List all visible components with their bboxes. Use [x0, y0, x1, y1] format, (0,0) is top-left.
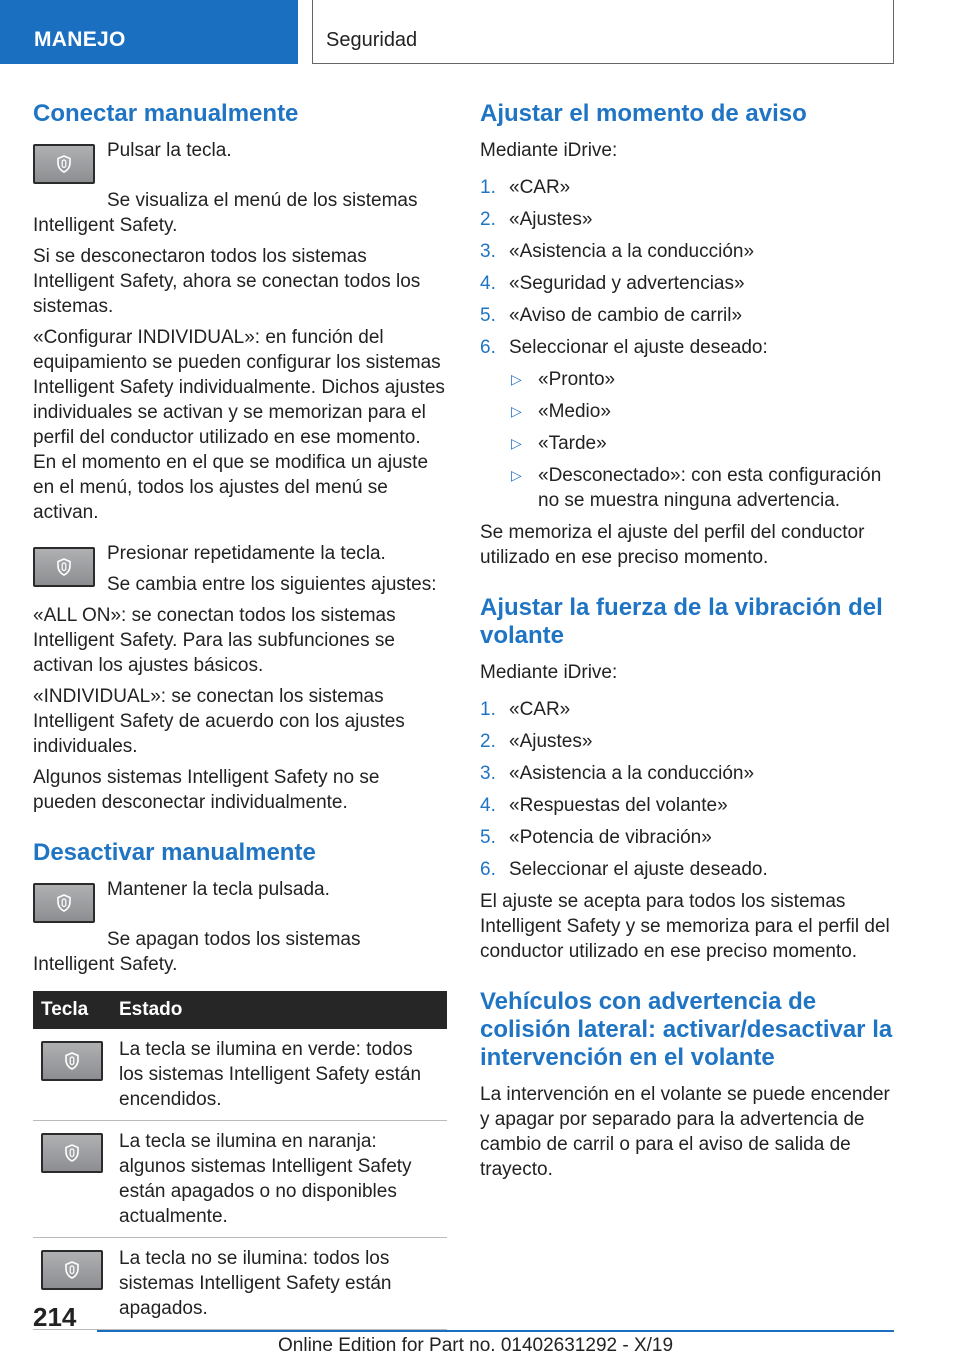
subsection-title: Seguridad — [326, 29, 418, 51]
list-item: 5. «Aviso de cambio de carril» — [480, 305, 743, 326]
repeat-text-3: Algunos sistemas Intelligent Safety no se pueden desconectar individualmente. — [33, 767, 380, 813]
list-item: ▷ «Pronto» — [511, 369, 616, 390]
list-item: 1. «CAR» — [480, 177, 571, 198]
triangle-bullet-icon: ▷ — [511, 371, 522, 387]
repeat-result: Se cambia entre los siguientes ajustes: — [107, 574, 437, 595]
table-header-key: Tecla — [33, 991, 111, 1029]
list-item: ▷ «Tarde» — [511, 433, 607, 454]
list-item: 2. «Ajustes» — [480, 209, 593, 230]
section-title: MANEJO — [34, 28, 126, 51]
section-tab — [0, 0, 298, 64]
connect-key-block — [33, 138, 447, 188]
list-item: 4. «Respuestas del volante» — [480, 795, 728, 816]
footer-edition: Online Edition for Part no. 01402631292 - X/19 — [278, 1335, 674, 1356]
heading-disconnect: Desactivar manualmente — [33, 839, 316, 866]
side-collision-text: La intervención en el volante se puede encender y apagar por separado para la advertencia de cambio de carril o para el aviso de salida de trayecto. — [480, 1084, 890, 1180]
key-status-table — [33, 991, 447, 1330]
disconnect-key-block — [33, 877, 447, 927]
list-item: ▷ «Desconectado»: con esta configuración no se muestra ninguna advertencia. — [511, 465, 882, 511]
repeat-text-1: «ALL ON»: se conectan todos los sistemas Intelligent Safety. Para las subfunciones se activan los ajustes básicos. — [33, 605, 396, 676]
intelligent-safety-key-icon — [33, 547, 95, 587]
vibration-intro: Mediante iDrive: — [480, 662, 618, 683]
table-row — [33, 1121, 447, 1238]
vibration-note: El ajuste se acepta para todos los sistemas Intelligent Safety y se memoriza para el perfil del conductor utilizado en ese preciso momento. — [480, 891, 890, 962]
triangle-bullet-icon: ▷ — [511, 403, 522, 419]
left-column — [33, 100, 447, 1330]
heading-connect: Conectar manualmente — [33, 100, 299, 127]
intelligent-safety-key-icon — [33, 144, 95, 184]
connect-text-3: «Configurar INDIVIDUAL»: en función del equipamiento se pueden configurar los sistemas Intelligent Safety individualmente. Dichos ajustes individuales se activan y se memorizan para el perfil del conductor utilizado en ese momento. En el momento en el que se modifica un ajuste en el menú, todos los ajustes del menú se activan. — [33, 327, 445, 523]
repeat-text-2: «INDIVIDUAL»: se conectan los sistemas Intelligent Safety de acuerdo con los ajustes individuales. — [33, 686, 405, 757]
triangle-bullet-icon: ▷ — [511, 435, 522, 451]
list-item: ▷ «Medio» — [511, 401, 611, 422]
connect-text-2: Si se desconectaron todos los sistemas Intelligent Safety, ahora se conectan todos los sistemas. — [33, 246, 421, 317]
disconnect-step: Mantener la tecla pulsada. — [107, 879, 330, 900]
intelligent-safety-key-icon — [41, 1041, 103, 1081]
heading-side-collision: Vehículos con advertencia de colisión lateral: activar/desactivar la intervención en el volante — [480, 988, 893, 1071]
table-row — [33, 1029, 447, 1121]
list-item: 6. Seleccionar el ajuste deseado: — [480, 337, 768, 358]
list-item: 3. «Asistencia a la conducción» — [480, 241, 755, 262]
warning-steps-list — [480, 175, 894, 360]
warning-note: Se memoriza el ajuste del perfil del conductor utilizado en ese preciso momento. — [480, 522, 865, 568]
triangle-bullet-icon: ▷ — [511, 467, 522, 483]
footer-divider — [97, 1330, 894, 1332]
list-item: 4. «Seguridad y advertencias» — [480, 273, 745, 294]
disconnect-text: Se apagan todos los sistemas Intelligent Safety. — [33, 929, 361, 975]
intelligent-safety-key-icon — [33, 883, 95, 923]
repeat-key-block — [33, 541, 447, 597]
heading-warning-time: Ajustar el momento de aviso — [480, 100, 807, 127]
list-item: 2. «Ajustes» — [480, 731, 593, 752]
repeat-step: Presionar repetidamente la tecla. — [107, 543, 386, 564]
right-column — [480, 100, 894, 1188]
vibration-steps-list — [480, 697, 894, 882]
table-cell-status: La tecla no se ilumina: todos los sistemas Intelligent Safety están apagados. — [111, 1238, 447, 1330]
heading-vibration: Ajustar la fuerza de la vibración del volante — [480, 594, 883, 649]
warning-intro: Mediante iDrive: — [480, 140, 618, 161]
table-row — [33, 1238, 447, 1330]
list-item: 1. «CAR» — [480, 699, 571, 720]
list-item: 3. «Asistencia a la conducción» — [480, 763, 755, 784]
list-item: 5. «Potencia de vibración» — [480, 827, 712, 848]
subsection-tab — [312, 0, 894, 64]
connect-text-1: Se visualiza el menú de los sistemas Intelligent Safety. — [33, 190, 418, 236]
warning-options-list — [509, 367, 894, 513]
page-number: 214 — [33, 1302, 77, 1332]
list-item: 6. Seleccionar el ajuste deseado. — [480, 859, 768, 880]
intelligent-safety-key-icon — [41, 1133, 103, 1173]
intelligent-safety-key-icon — [41, 1250, 103, 1290]
table-header-status: Estado — [111, 991, 447, 1029]
connect-step: Pulsar la tecla. — [107, 140, 232, 161]
table-cell-status: La tecla se ilumina en verde: todos los sistemas Intelligent Safety están encendidos. — [111, 1029, 447, 1121]
table-cell-status: La tecla se ilumina en naranja: algunos sistemas Intelligent Safety están apagados o no disponibles actualmente. — [111, 1121, 447, 1238]
